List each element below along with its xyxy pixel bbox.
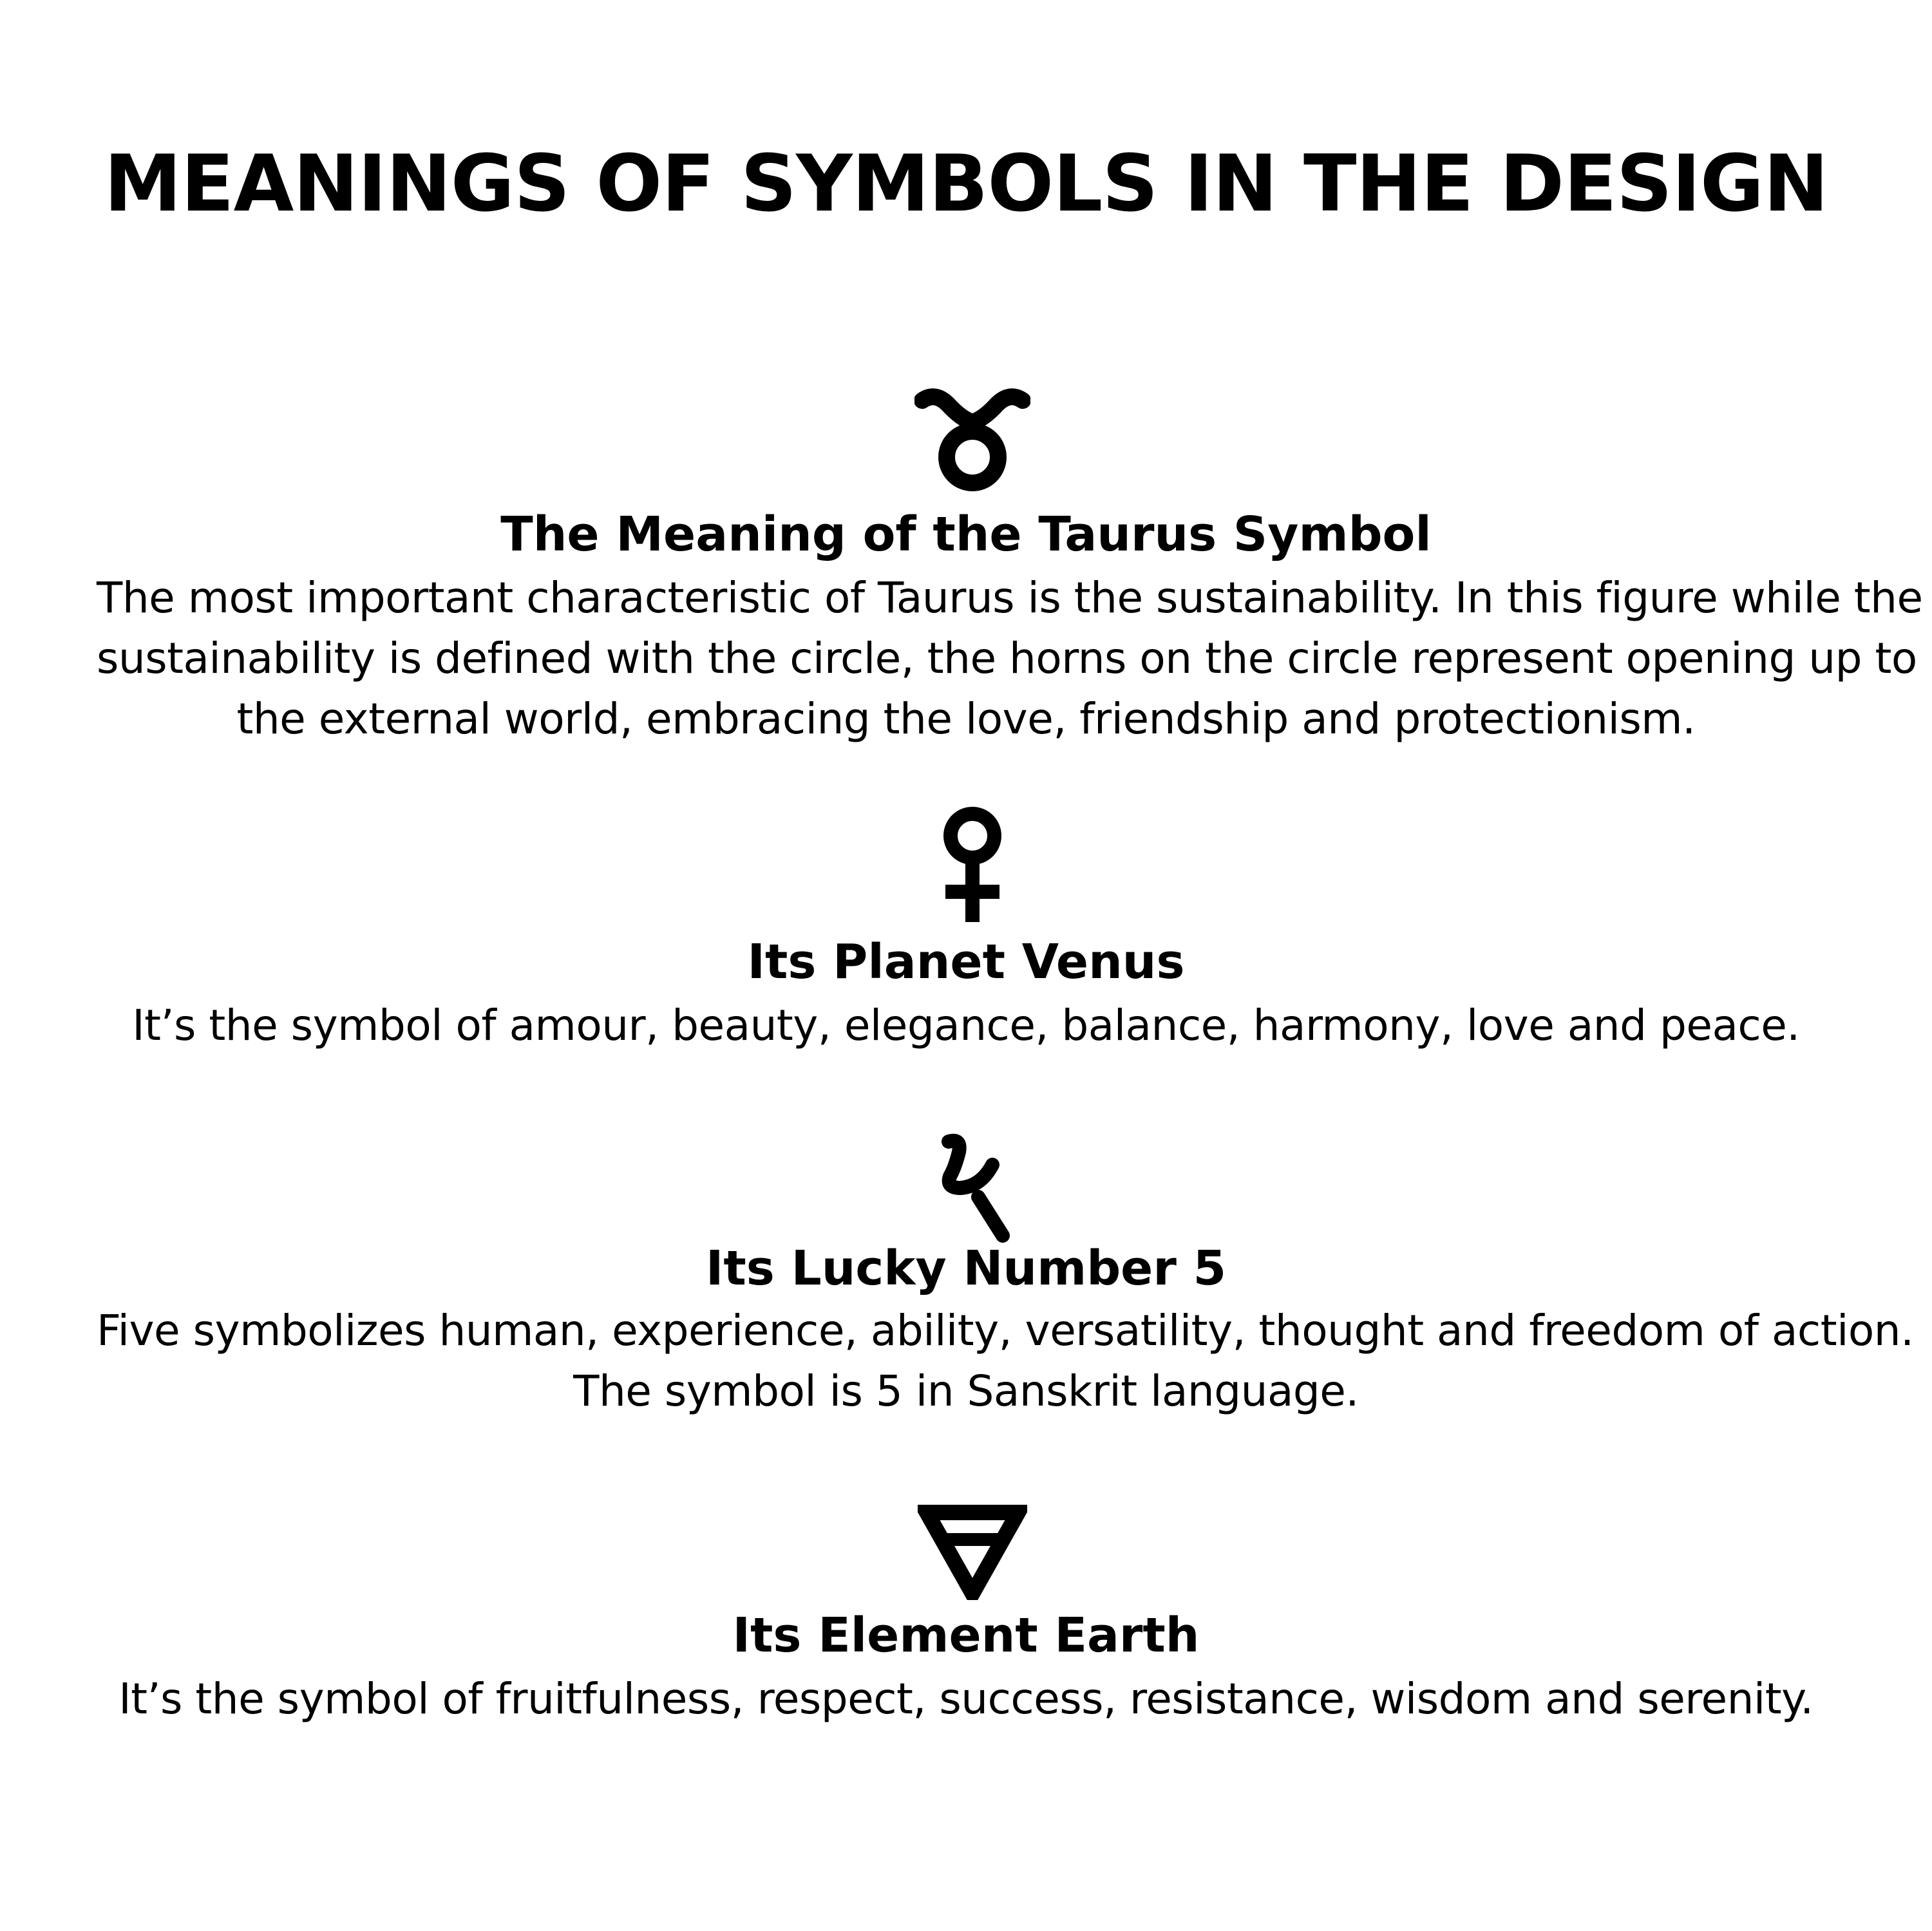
section-description-number: [97, 1301, 1914, 1422]
description-line: It’s the symbol of fruitfulness, respect, success, resistance, wisdom and serenity.: [118, 1674, 1814, 1724]
venus-symbol-icon: [934, 805, 1011, 924]
description-line: It’s the symbol of amour, beauty, elegance, balance, harmony, love and peace.: [132, 1001, 1800, 1050]
section-description-venus: [97, 995, 1835, 1056]
description-line: the external world, embracing the love, friendship and protectionism.: [236, 694, 1696, 744]
taurus-symbol-icon: [914, 386, 1030, 496]
description-line: Five symbolizes human, experience, ability, versatility, thought and freedom of action.: [97, 1306, 1914, 1355]
section-heading-taurus: The Meaning of the Taurus Symbol: [500, 507, 1432, 562]
page-title: MEANINGS OF SYMBOLS IN THE DESIGN: [104, 138, 1828, 229]
section-heading-number: Its Lucky Number 5: [705, 1241, 1227, 1296]
description-line: The most important characteristic of Taurus is the sustainability. In this figure while the: [97, 573, 1923, 623]
section-description-taurus: [97, 568, 1923, 749]
section-description-earth: [97, 1669, 1835, 1729]
description-line: sustainability is defined with the circle, the horns on the circle represent opening up to: [97, 634, 1917, 683]
section-heading-earth: Its Element Earth: [732, 1608, 1200, 1663]
sanskrit-five-icon: [931, 1130, 1014, 1243]
earth-element-icon: [918, 1503, 1027, 1600]
description-line: The symbol is 5 in Sanskrit language.: [573, 1366, 1359, 1416]
section-heading-venus: Its Planet Venus: [747, 934, 1185, 990]
